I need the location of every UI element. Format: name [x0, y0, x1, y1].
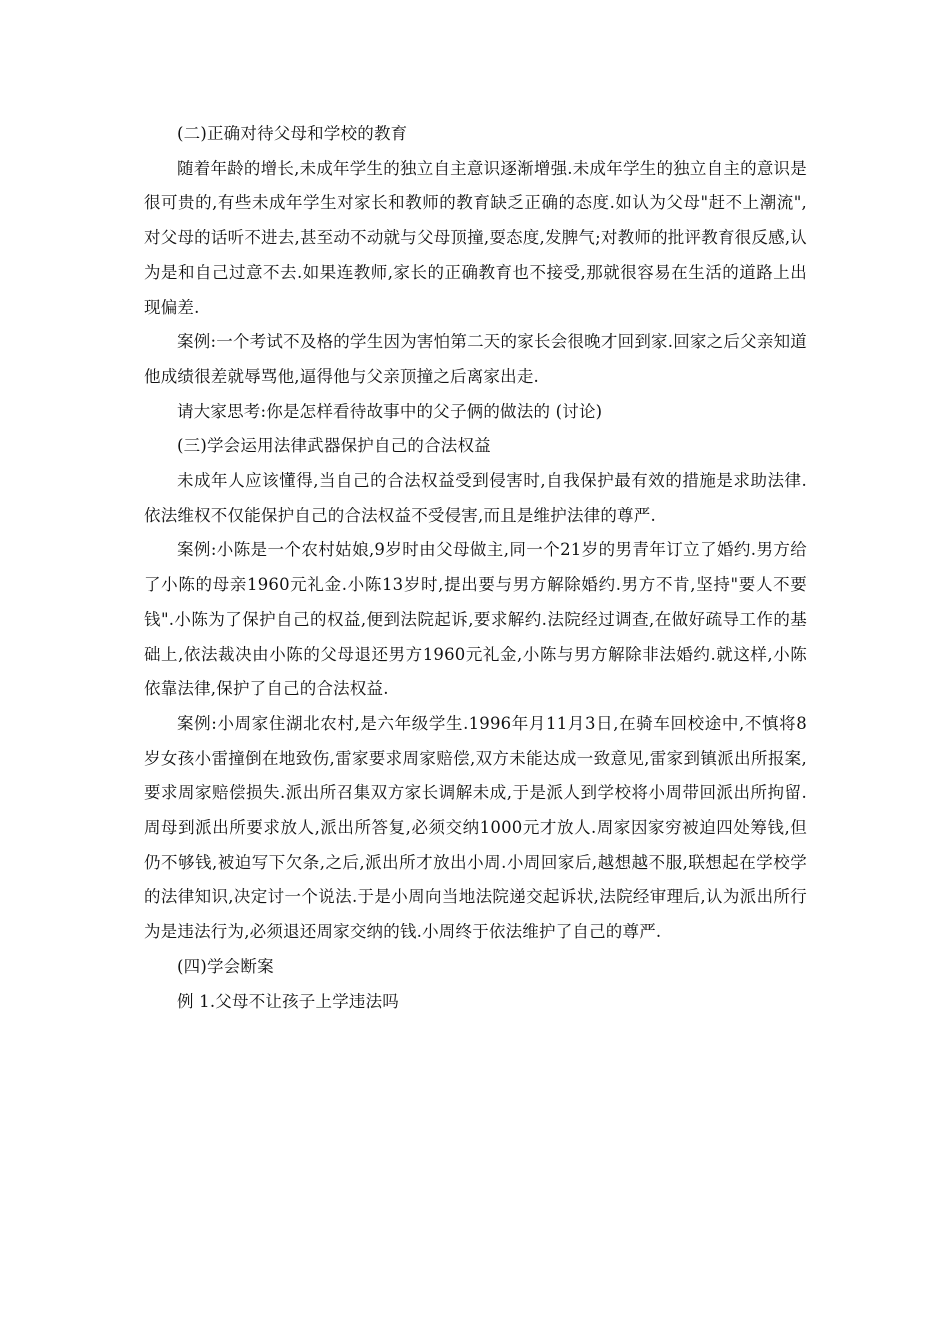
case-xiao-chen: 案例:小陈是一个农村姑娘,9岁时由父母做主,同一个21岁的男青年订立了婚约.男方给了小陈的母亲1960元礼金.小陈13岁时,提出要与男方解除婚约.男方不肯,坚持"要人不要钱".小陈为了保护自己的权益,便到法院起诉,要求解约.法院经过调查,在做好疏导工作的基础上,依法裁决由小陈的父母退还男方1960元礼金,小陈与男方解除非法婚约.就这样,小陈依靠法律,保护了自己的合法权益. — [144, 540, 807, 699]
section-heading-2: (二)正确对待父母和学校的教育 — [177, 124, 408, 143]
case-failed-exam: 案例:一个考试不及格的学生因为害怕第二天的家长会很晚才回到家.回家之后父亲知道他成绩很差就辱骂他,逼得他与父亲顶撞之后离家出走. — [144, 332, 807, 386]
example-1: 例 1.父母不让孩子上学违法吗 — [177, 991, 399, 1011]
document-body — [144, 117, 807, 1019]
discussion-prompt: 请大家思考:你是怎样看待故事中的父子俩的做法的 (讨论) — [177, 401, 603, 421]
paragraph-independence: 随着年龄的增长,未成年学生的独立自主意识逐渐增强.未成年学生的独立自主的意识是很可贵的,有些未成年学生对家长和教师的教育缺乏正确的态度.如认为父母"赶不上潮流",对父母的话听不进去,甚至动不动就与父母顶撞,耍态度,发脾气;对教师的批评教育很反感,认为是和自己过意不去.如果连教师,家长的正确教育也不接受,那就很容易在生活的道路上出现偏差. — [144, 158, 807, 317]
section-heading-3: (三)学会运用法律武器保护自己的合法权益 — [177, 436, 491, 456]
section-heading-4: (四)学会断案 — [177, 956, 274, 976]
paragraph-legal-rights: 未成年人应该懂得,当自己的合法权益受到侵害时,自我保护最有效的措施是求助法律.依法维权不仅能保护自己的合法权益不受侵害,而且是维护法律的尊严. — [144, 471, 807, 525]
case-xiao-zhou: 案例:小周家住湖北农村,是六年级学生.1996年月11月3日,在骑车回校途中,不慎将8岁女孩小雷撞倒在地致伤,雷家要求周家赔偿,双方未能达成一致意见,雷家到镇派出所报案,要求周家赔偿损失.派出所召集双方家长调解未成,于是派人到学校将小周带回派出所拘留.周母到派出所要求放人,派出所答复,必须交纳1000元才放人.周家因家穷被迫四处筹钱,但仍不够钱,被迫写下欠条,之后,派出所才放出小周.小周回家后,越想越不服,联想起在学校学的法律知识,决定讨一个说法.于是小周向当地法院递交起诉状,法院经审理后,认为派出所行为是违法行为,必须退还周家交纳的钱.小周终于依法维护了自己的尊严. — [144, 713, 807, 942]
